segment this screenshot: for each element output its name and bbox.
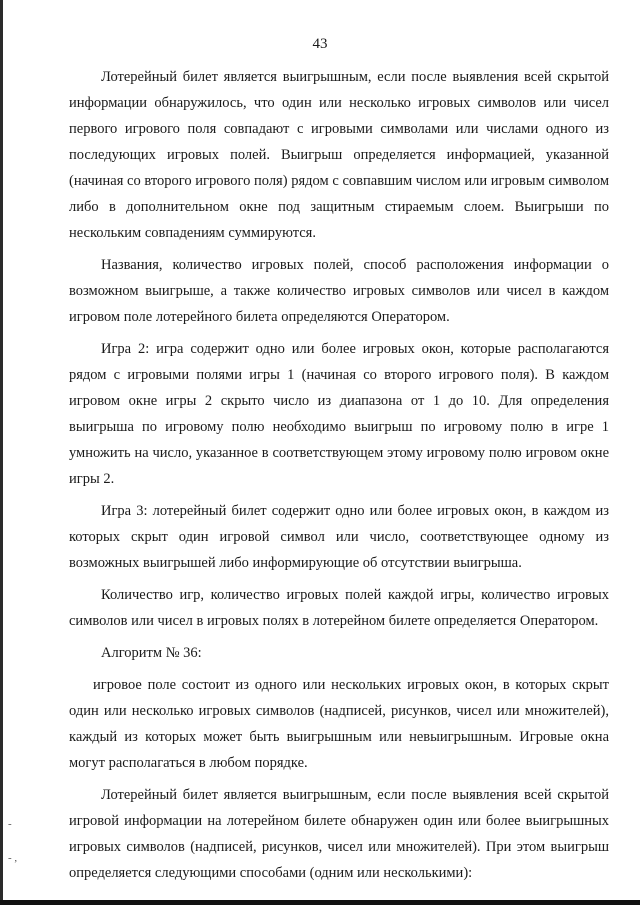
page-body [69, 64, 609, 886]
scan-edge-line [0, 0, 3, 905]
scan-artifact-mark: - [8, 818, 12, 830]
paragraph-winning-ticket: Лотерейный билет является выигрышным, если после выявления всей скрытой информации обнаружилось, что один или несколько игровых символов или чисел первого игрового поля совпадают с игровыми символами или числами одного из последующих игровых полей. Выигрыш определяется информацией, указанной (начиная со второго игрового поля) рядом с совпавшим числом или игровым символом либо в дополнительном окне под защитным стираемым слоем. Выигрыши по нескольким совпадениям суммируются. [69, 69, 609, 241]
paragraph-games-count: Количество игр, количество игровых полей каждой игры, количество игровых символов или чисел в игровых полях в лотерейном билете определяется Оператором. [69, 587, 609, 629]
scan-bottom-edge [0, 900, 640, 905]
paragraph-winning-methods: Лотерейный билет является выигрышным, если после выявления всей скрытой игровой информации на лотерейном билете обнаружен один или более выигрышных игровых символов (надписей, рисунков, чисел или множителей). При этом выигрыш определяется следующими способами (одним или несколькими): [69, 787, 609, 881]
scan-artifact-mark: - , [8, 852, 18, 864]
paragraph-algorithm-description: игровое поле состоит из одного или нескольких игровых окон, в которых скрыт один или несколько игровых символов (надписей, рисунков, чисел или множителей), каждый из которых может быть выигрышным или невыигрышным. Игровые окна могут располагаться в любом порядке. [69, 677, 609, 771]
paragraph-algorithm-heading: Алгоритм № 36: [101, 645, 202, 661]
paragraph-game-2: Игра 2: игра содержит одно или более игровых окон, которые располагаются рядом с игровыми полями игры 1 (начиная со второго игрового поля). В каждом игровом окне игры 2 скрыто число из диапазона от 1 до 10. Для определения выигрыша по игровому полю необходимо выигрыш по игровому полю в игре 1 умножить на число, указанное в соответствующем этому игровому полю игровом окне игры 2. [69, 341, 609, 487]
page-number: 43 [312, 36, 328, 52]
paragraph-field-names: Названия, количество игровых полей, способ расположения информации о возможном выигрыше, а также количество игровых символов или чисел в каждом игровом поле лотерейного билета определяются Оператором. [69, 257, 609, 325]
paragraph-game-3: Игра 3: лотерейный билет содержит одно или более игровых окон, в каждом из которых скрыт один игровой символ или число, соответствующее одному из возможных выигрышей либо информирующие об отсутствии выигрыша. [69, 503, 609, 571]
